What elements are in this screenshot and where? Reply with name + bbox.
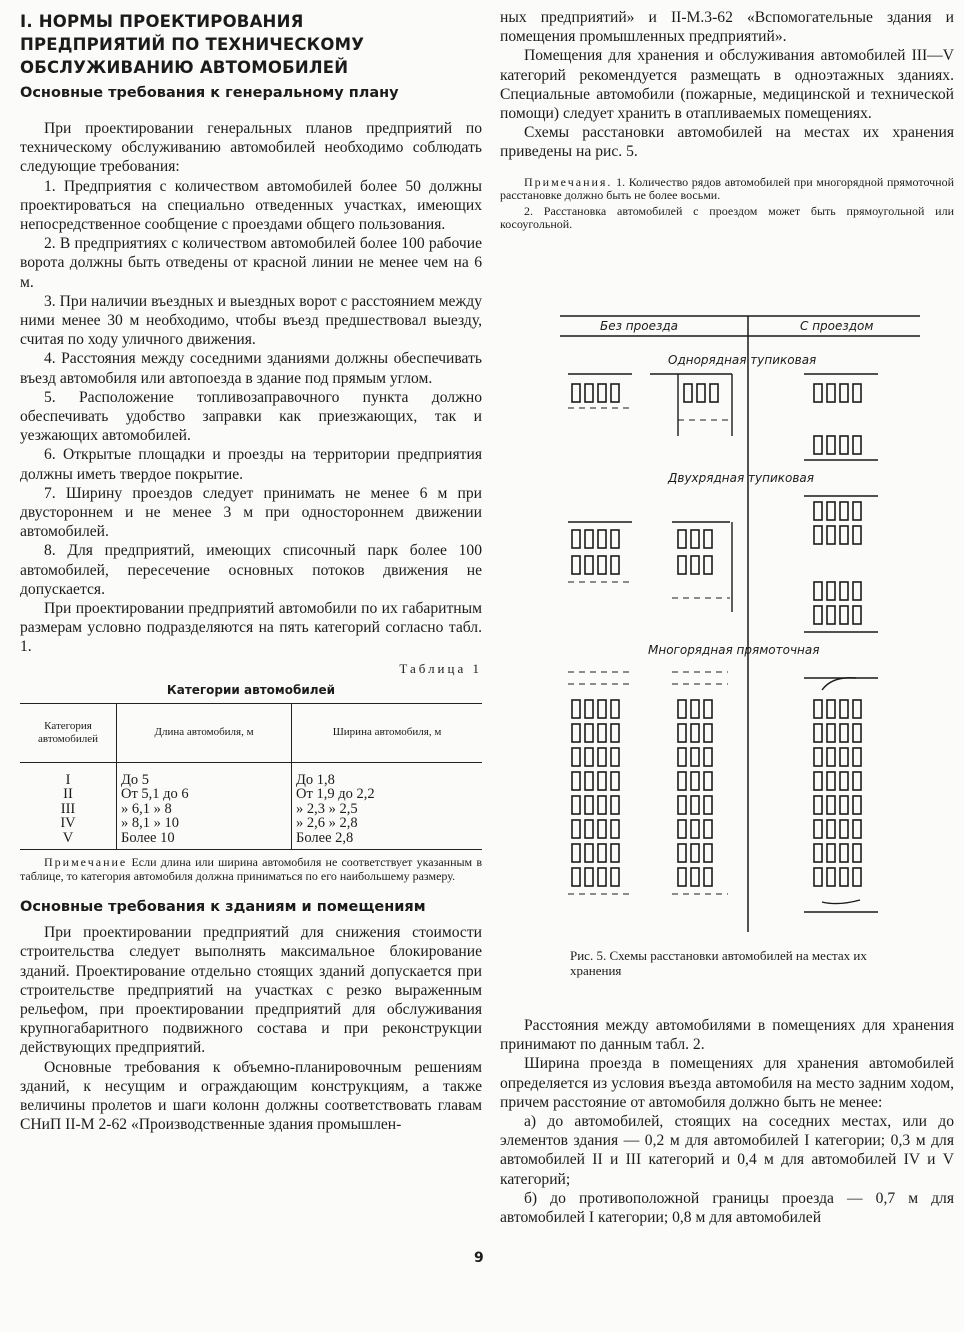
table-cell: » 2,3 » 2,5: [292, 802, 482, 817]
table-header: Ширина автомобиля, м: [292, 703, 482, 762]
paragraph: 5. Расположение топливозаправочного пункта должно обеспечивать удобство заправки как приезжающих, так и уезжающих автомобилей.: [20, 388, 482, 445]
multirow-right-block: [814, 700, 861, 886]
table-cell: » 8,1 » 10: [117, 816, 292, 831]
paragraph: 4. Расстояния между соседними зданиями должны обеспечивать въезд автомобиля или автопоезда в здание под прямым углом.: [20, 350, 482, 387]
subheading-general-plan: Основные требования к генеральному плану: [20, 85, 399, 101]
chapter-heading-line-2: ПРЕДПРИЯТИЙ ПО ТЕХНИЧЕСКОМУ: [20, 35, 365, 54]
table-caption: Таблица 1: [399, 660, 482, 676]
table-row: [20, 802, 482, 817]
paragraph: Расстояния между автомобилями в помещениях для хранения принимают по данным табл. 2.: [500, 1017, 954, 1054]
arrow-icon: [822, 900, 860, 904]
left-column: [20, 10, 482, 1134]
multirow-middle-block: [678, 700, 712, 886]
table-note-label: Примечание: [44, 855, 128, 870]
table-cell: Более 2,8: [292, 831, 482, 850]
paragraph: ных предприятий» и II-М.3-62 «Вспомогательные здания и помещения промышленных предприятий».: [500, 9, 954, 46]
paragraph: б) до противоположной границы проезда — 0,7 м для автомобилей I категории; 0,8 м для автомобилей: [500, 1189, 954, 1227]
table-cell: IV: [60, 815, 76, 832]
table-cell: I: [65, 771, 71, 788]
table-note: [20, 856, 482, 883]
table-cell: От 1,9 до 2,2: [292, 787, 482, 802]
figure-label-multi-row: Многорядная прямоточная: [648, 643, 820, 657]
table-cell: До 1,8: [292, 762, 482, 787]
table-cell: До 5: [117, 762, 292, 787]
paragraph: а) до автомобилей, стоящих на соседних местах, или до элементов здания — 0,2 м для автомобилей I категории; 0,3 м для автомобилей II и III категорий и 0,4 м для автомобилей IV и V категорий;: [500, 1113, 954, 1188]
table-cell: II: [63, 786, 73, 803]
table-cell: III: [60, 800, 76, 817]
table-cell: От 5,1 до 6: [117, 787, 292, 802]
figure-caption: Рис. 5. Схемы расстановки автомобилей на местах их хранения: [570, 948, 867, 978]
table-cell: Более 10: [117, 831, 292, 850]
paragraph: Основные требования к объемно-планировочным решениям зданий, к несущим и ограждающим конструкциям, а также величины пролетов и шаги колонн должны соответствовать главам СНиП II-М 2-62 «Производственные здания промышлен-: [20, 1058, 482, 1134]
categories-table: [20, 703, 482, 851]
table-cell: V: [20, 831, 117, 850]
note-2: 2. Расстановка автомобилей с проездом может быть прямоугольной или косоугольной.: [500, 203, 954, 232]
paragraph: При проектировании генеральных планов предприятий по техническому обслуживанию автомобилей необходимо соблюдать следующие требования:: [20, 120, 482, 176]
table-title: Категории автомобилей: [166, 682, 336, 697]
notes-label: Примечания.: [524, 174, 613, 189]
paragraph: При проектировании предприятий для снижения стоимости строительства следует выполнять максимальное блокирование зданий. Проектирование отдельно стоящих зданий допускается при строительстве предприятий на участках с резко выраженным рельефом, при проектировании предприятий для обслуживания крупногабаритного подвижного состава и при реконструкции действующих предприятий.: [20, 924, 482, 1057]
right-column: [500, 8, 954, 232]
page-number: 9: [474, 1250, 484, 1266]
table-row: [20, 831, 482, 850]
subheading-buildings: Основные требования к зданиям и помещениям: [20, 899, 426, 916]
multirow-left-block: [572, 700, 619, 886]
figure-label-without-aisle: Без проезда: [600, 319, 679, 333]
table-row: [20, 762, 482, 787]
paragraph: 6. Открытые площадки и проезды на территории предприятия должны иметь твердое покрытие.: [20, 446, 482, 483]
table-cell: » 2,6 » 2,8: [292, 816, 482, 831]
figure-parking-schemes: [560, 312, 932, 932]
table-header: Длина автомобиля, м: [117, 703, 292, 762]
paragraph: 3. При наличии въездных и выездных ворот с расстоянием между ними менее 30 м необходимо, чтобы въезд предшествовал выезду, считая по ходу уличного движения.: [20, 292, 482, 349]
table-header: Категория автомобилей: [20, 703, 117, 762]
paragraph: Схемы расстановки автомобилей на местах их хранения приведены на рис. 5.: [500, 124, 954, 161]
note-1: 1. Количество рядов автомобилей при многорядной прямоточной расстановке должно быть не более восьми.: [500, 174, 955, 203]
chapter-heading-line-3: ОБСЛУЖИВАНИЮ АВТОМОБИЛЕЙ: [20, 58, 349, 77]
paragraph: Помещения для хранения и обслуживания автомобилей III—V категорий рекомендуется размещать в одноэтажных зданиях. Специальные автомобили (пожарные, медицинской и технической помощи) следует хранить в отапливаемых помещениях.: [500, 47, 954, 123]
paragraph: 2. В предприятиях с количеством автомобилей более 100 рабочие ворота должны быть отведены от красной линии не менее чем на 6 м.: [20, 235, 482, 291]
figure-label-double-row: Двухрядная тупиковая: [668, 471, 814, 485]
paragraph: При проектировании предприятий автомобили по их габаритным размерам условно подразделяются на пять категорий согласно табл. 1.: [20, 600, 482, 656]
paragraph: 1. Предприятия с количеством автомобилей более 50 должны проектироваться на специально отведенных участках, имеющих непосредственное сообщение с проездами общего пользования.: [20, 177, 482, 234]
table-row: [20, 787, 482, 802]
right-column-bottom: [500, 1016, 954, 1227]
table-cell: » 6,1 » 8: [117, 802, 292, 817]
table-note-text: Если длина или ширина автомобиля не соответствует указанным в таблице, то категория автомобиля должна приниматься по его наибольшему размеру.: [20, 855, 483, 883]
table-row: [20, 816, 482, 831]
figure-notes: [500, 176, 954, 203]
paragraph: 7. Ширину проездов следует принимать не менее 6 м при двустороннем и не менее 3 м при одностороннем движении автомобилей.: [20, 484, 482, 541]
chapter-heading-line-1: I. НОРМЫ ПРОЕКТИРОВАНИЯ: [20, 12, 304, 31]
arrow-icon: [822, 678, 856, 690]
paragraph: 8. Для предприятий, имеющих списочный парк более 100 автомобилей, пересечение основных потоков движения не допускается.: [20, 542, 482, 598]
figure-label-with-aisle: С проездом: [800, 319, 874, 333]
figure-label-single-row: Однорядная тупиковая: [668, 353, 817, 367]
paragraph: Ширина проезда в помещениях для хранения автомобилей определяется из условия въезда автомобиля на место задним ходом, причем расстояние от автомобиля должно быть не менее:: [500, 1055, 954, 1111]
